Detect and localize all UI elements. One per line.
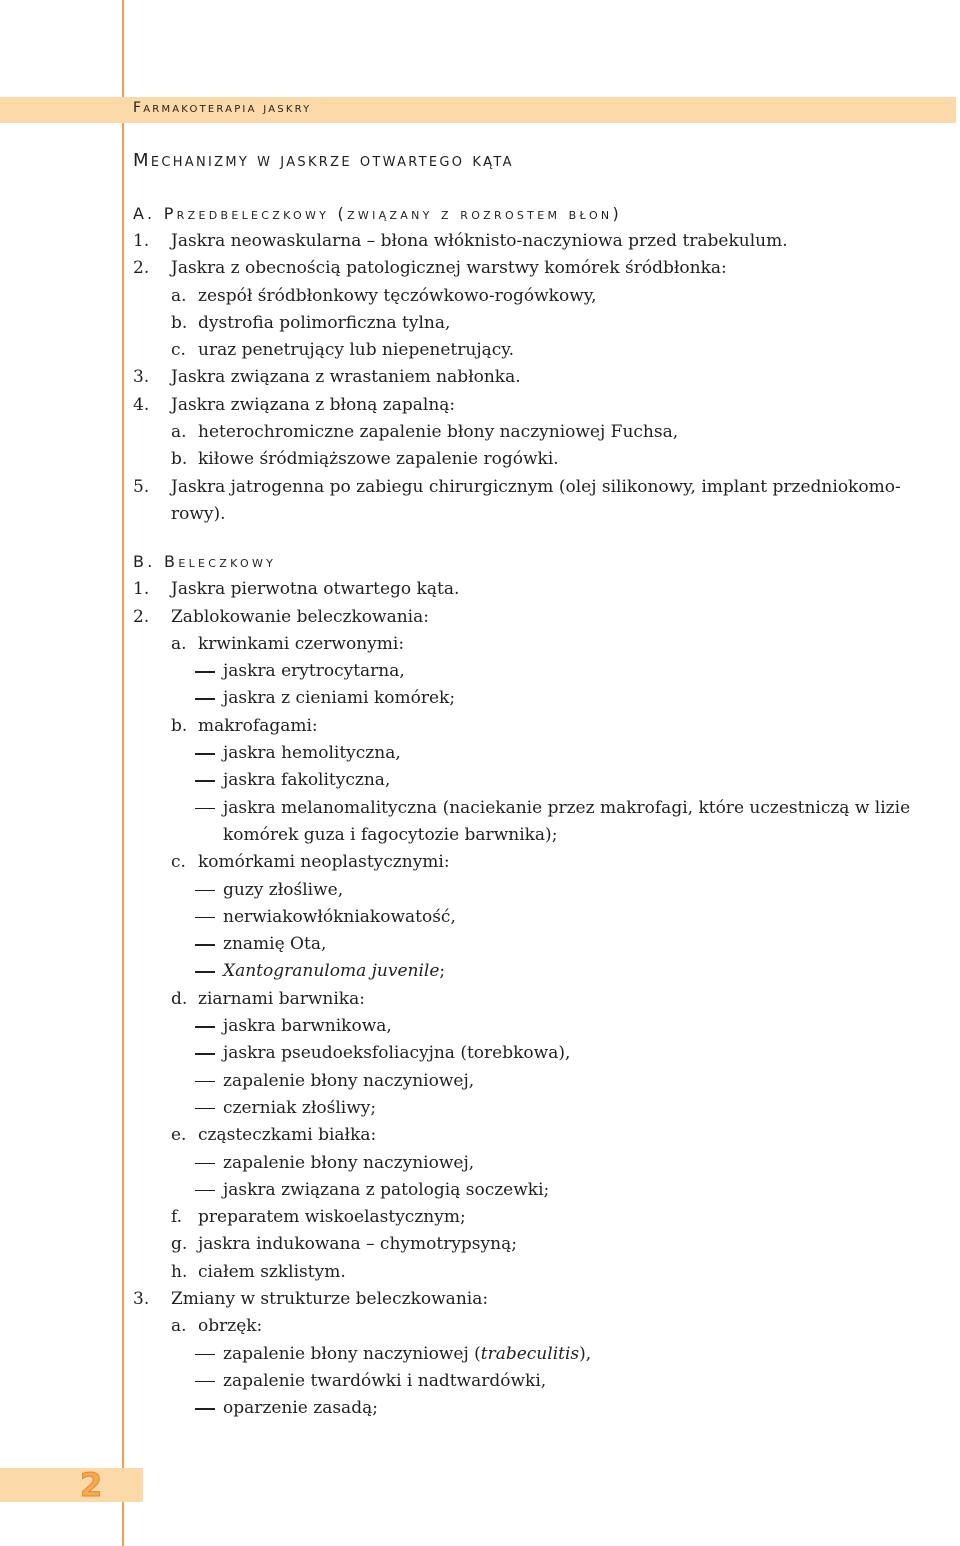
list-item: g. jaskra indukowana – chymotrypsyną; [171, 1234, 517, 1255]
list-item: 5. Jaskra jatrogenna po zabiegu chirurgicznym (olej silikonowy, implant przedniokomo- [133, 476, 901, 497]
dash-item: jaskra hemolityczna, [133, 740, 956, 767]
list-item: 3. Jaskra związana z wrastaniem nabłonka. [133, 367, 521, 388]
list-item: a. krwinkami czerwonymi: [171, 633, 405, 654]
list-item: a. obrzęk: [171, 1316, 263, 1337]
list-item-continuation: rowy). [171, 503, 226, 524]
dash-item: jaskra związana z patologią soczewki; [133, 1177, 956, 1204]
dash-item: jaskra erytrocytarna, [133, 658, 956, 685]
running-title: Farmakoterapia jaskry [133, 100, 312, 116]
list-item: b. dystrofia polimorficzna tylna, [171, 312, 451, 333]
list-item: 3. Zmiany w strukturze beleczkowania: [133, 1288, 489, 1309]
list-item: f. preparatem wiskoelastycznym; [171, 1207, 466, 1228]
list-item: c. uraz penetrujący lub niepenetrujący. [171, 340, 515, 361]
dash-item: zapalenie błony naczyniowej, [133, 1150, 956, 1177]
dash-item: nerwiakowłókniakowatość, [133, 904, 956, 931]
list-item: 1. Jaskra neowaskularna – błona włóknisto-naczyniowa przed trabekulum. [133, 231, 788, 251]
dash-item: jaskra barwnikowa, [133, 1013, 956, 1040]
dash-item: Xantogranuloma juvenile; [133, 958, 956, 985]
page-number-tab [0, 1468, 143, 1502]
document-body [133, 200, 956, 1422]
list-item: 1. Jaskra pierwotna otwartego kąta. [133, 579, 460, 600]
margin-line [122, 0, 124, 1546]
part-b-heading: B. Beleczkowy [133, 552, 277, 572]
list-item: c. komórkami neoplastycznymi: [171, 852, 450, 873]
dash-item: zapalenie twardówki i nadtwardówki, [133, 1368, 956, 1395]
list-item: b. kiłowe śródmiąższowe zapalenie rogówki. [171, 449, 559, 470]
list-item: 2. Zablokowanie beleczkowania: [133, 606, 429, 627]
list-item: a. zespół śródbłonkowy tęczówkowo-rogówkowy, [171, 285, 597, 306]
list-item: h. ciałem szklistym. [171, 1261, 346, 1282]
list-item: 2. Jaskra z obecnością patologicznej warstwy komórek śródbłonka: [133, 258, 727, 279]
dash-item: jaskra fakolityczna, [133, 767, 956, 794]
dash-item: zapalenie błony naczyniowej, [133, 1068, 956, 1095]
list-item: 4. Jaskra związana z błoną zapalną: [133, 394, 456, 415]
list-item: e. cząsteczkami białka: [171, 1125, 377, 1146]
part-a-heading: A. Przedbeleczkowy (związany z rozrostem błon) [133, 204, 622, 223]
dash-item-continuation: komórek guza i fagocytozie barwnika); [223, 824, 558, 845]
list-item: a. heterochromiczne zapalenie błony naczyniowej Fuchsa, [171, 422, 679, 443]
dash-item: oparzenie zasadą; [133, 1395, 956, 1422]
dash-item: czerniak złośliwy; [133, 1095, 956, 1122]
dash-item: jaskra melanomalityczna (naciekanie przez makrofagi, które uczestniczą w lizie [133, 795, 956, 822]
dash-item: zapalenie błony naczyniowej (trabeculitis), [133, 1341, 956, 1368]
list-item: d. ziarnami barwnika: [171, 988, 365, 1009]
dash-item: jaskra pseudoeksfoliacyjna (torebkowa), [133, 1040, 956, 1067]
dash-item: jaskra z cieniami komórek; [133, 685, 956, 712]
list-item: b. makrofagami: [171, 715, 318, 736]
section-title: Mechanizmy w jaskrze otwartego kąta [133, 150, 514, 171]
page-number: 2 [80, 1466, 103, 1504]
dash-item: znamię Ota, [133, 931, 956, 958]
dash-item: guzy złośliwe, [133, 877, 956, 904]
